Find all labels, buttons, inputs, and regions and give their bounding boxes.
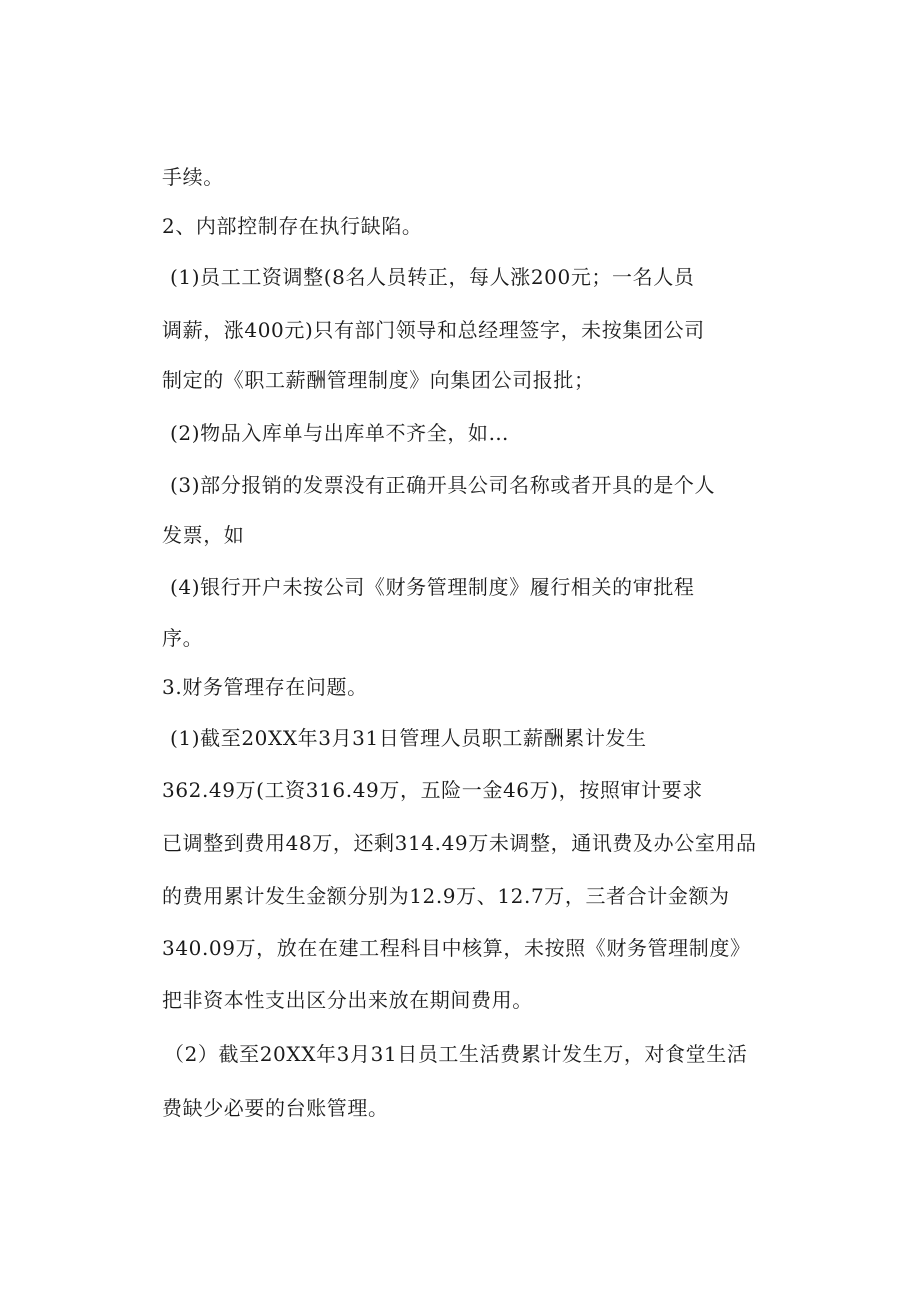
finance-item-2-continued: 费缺少必要的台账管理。: [162, 1096, 389, 1120]
finance-item-1-continued-2: 已调整到费用48万，还剩314.49万未调整，通讯费及办公室用品: [162, 831, 757, 855]
finance-item-2-living-expenses: （2）截至20XX年3月31日员工生活费累计发生万，对食堂生活: [164, 1042, 748, 1066]
list-item-3-continued: 发票，如: [162, 523, 245, 547]
text-line-continuation: 手续。: [162, 165, 224, 189]
list-item-4-continued: 序。: [162, 626, 204, 650]
finance-item-1-compensation: (1)截至20XX年3月31日管理人员职工薪酬累计发生: [170, 726, 647, 750]
list-item-4-bank-account: (4)银行开户未按公司《财务管理制度》履行相关的审批程: [170, 575, 695, 599]
list-item-3-invoices: (3)部分报销的发票没有正确开具公司名称或者开具的是个人: [170, 473, 716, 497]
finance-item-1-continued: 362.49万(工资316.49万，五险一金46万)，按照审计要求: [162, 778, 703, 802]
section-heading-financial-management: 3.财务管理存在问题。: [162, 675, 368, 699]
section-heading-internal-control: 2、内部控制存在执行缺陷。: [162, 214, 423, 238]
list-item-1-salary-adjustment: (1)员工工资调整(8名人员转正，每人涨200元；一名人员: [170, 265, 695, 289]
finance-item-1-continued-4: 340.09万，放在在建工程科目中核算，未按照《财务管理制度》: [162, 936, 751, 960]
finance-item-1-continued-5: 把非资本性支出区分出来放在期间费用。: [162, 988, 533, 1012]
list-item-2-warehouse-receipts: (2)物品入库单与出库单不齐全，如…: [170, 421, 510, 445]
list-item-1-continued-2: 制定的《职工薪酬管理制度》向集团公司报批；: [162, 368, 595, 392]
list-item-1-continued: 调薪，涨400元)只有部门领导和总经理签字，未按集团公司: [162, 318, 705, 342]
finance-item-1-continued-3: 的费用累计发生金额分别为12.9万、12.7万，三者合计金额为: [162, 884, 730, 908]
